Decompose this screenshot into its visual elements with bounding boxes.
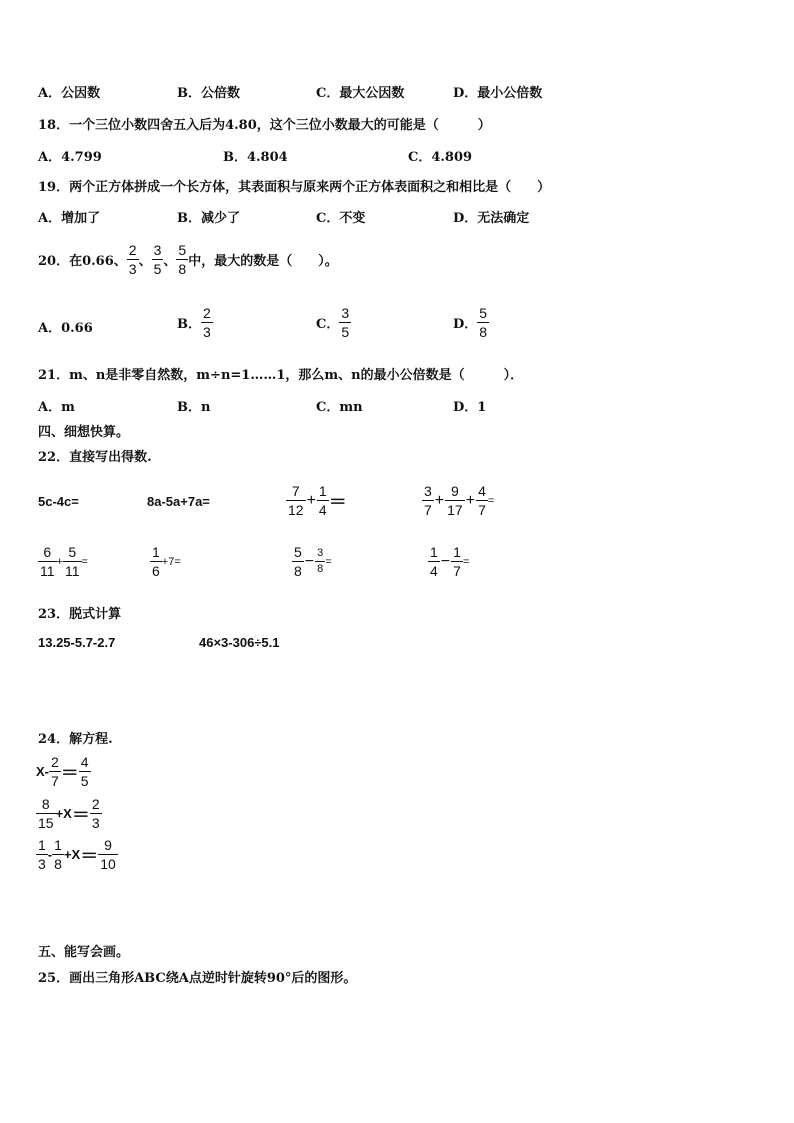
fraction: $\frac{1}{4}$ [430, 544, 438, 579]
q21-option-c: C．mn [316, 400, 363, 415]
q22-expr-8: $\frac{1}{4}$ − $\frac{1}{7}$ = [430, 544, 470, 579]
q20-option-d: D． $\frac{5}{8}$ [453, 305, 488, 340]
q22-expr-7: $\frac{5}{8}$ − $\frac{3}{8}$ = [294, 544, 332, 579]
q24-equation-1: X- $\frac{2}{7}$ ＝ $\frac{4}{5}$ [36, 754, 89, 789]
q20-option-c: C． $\frac{3}{5}$ [316, 305, 350, 340]
q19-option-b: B．减少了 [177, 211, 240, 226]
q20-suffix: 中，最大的数是（ ）。 [188, 254, 338, 269]
q22-expr-5: $\frac{6}{11}$ + $\frac{5}{11}$ = [40, 544, 88, 579]
q17-option-a: A．公因数 [38, 86, 101, 101]
q21-option-b: B．n [177, 400, 211, 415]
fraction: $\frac{2}{3}$ [91, 796, 100, 831]
q20-question [38, 243, 338, 276]
fraction: $\frac{4}{5}$ [80, 754, 89, 789]
q21-option-d: D．1 [453, 400, 487, 415]
fraction: $\frac{9}{10}$ [100, 837, 116, 872]
fraction: $\frac{2}{3}$ [203, 305, 211, 340]
q18-option-b: B．4.804 [223, 150, 288, 165]
q20-fraction-3-5: $\frac{3}{5}$ [153, 242, 162, 277]
fraction: $\frac{8}{15}$ [38, 796, 54, 831]
q20-option-b: B． $\frac{2}{3}$ [177, 305, 211, 340]
q20-prefix: 20．在0.66、 [38, 254, 127, 269]
q22-expr-4: $\frac{3}{7}$ + $\frac{9}{17}$ + $\frac{4}{7}$ = [424, 483, 495, 518]
q19-option-d: D．无法确定 [453, 211, 530, 226]
q20-option-a: A．0.66 [38, 321, 93, 336]
fraction: $\frac{3}{5}$ [341, 305, 350, 340]
section-5-heading: 五、能写会画。 [38, 945, 130, 960]
q22-expr-6: $\frac{1}{6}$ +7= [152, 544, 181, 579]
fraction: $\frac{5}{8}$ [294, 544, 302, 579]
q17-option-b: B．公倍数 [177, 86, 240, 101]
section-4-heading: 四、细想快算。 [38, 425, 130, 440]
fraction: $\frac{6}{11}$ [40, 544, 55, 579]
q18-question: 18．一个三位小数四舍五入后为4.80，这个三位小数最大的可能是（ ） [38, 118, 491, 133]
fraction: $\frac{5}{11}$ [64, 544, 80, 579]
q22-expr-1: 5c-4c= [38, 494, 79, 509]
q20-sep: 、 [163, 254, 177, 269]
fraction: $\frac{1}{3}$ [38, 837, 46, 872]
fraction: $\frac{2}{7}$ [51, 754, 59, 789]
q23-expr-1: 13.25-5.7-2.7 [38, 635, 116, 650]
q19-option-a: A．增加了 [38, 211, 101, 226]
q22-expr-3: $\frac{7}{12}$ + $\frac{1}{4}$ ＝ [288, 483, 347, 518]
q24-title: 24．解方程. [38, 732, 113, 747]
fraction: $\frac{1}{6}$ [152, 544, 160, 579]
q21-option-a: A．m [38, 400, 75, 415]
fraction: $\frac{1}{7}$ [453, 544, 461, 579]
fraction: $\frac{4}{7}$ [478, 483, 486, 518]
fraction: $\frac{9}{17}$ [447, 483, 463, 518]
fraction: $\frac{3}{7}$ [424, 483, 432, 518]
q19-option-c: C．不变 [316, 211, 366, 226]
q23-title: 23．脱式计算 [38, 607, 122, 622]
q17-option-c: C．最大公因数 [316, 86, 405, 101]
q24-equation-3: $\frac{1}{3}$ - $\frac{1}{8}$ +X ＝ $\frac{9}{10}$ [38, 837, 116, 872]
q24-equation-2: $\frac{8}{15}$ +X ＝ $\frac{2}{3}$ [38, 796, 100, 831]
fraction: $\frac{1}{8}$ [54, 837, 62, 872]
q20-fraction-2-3: $\frac{2}{3}$ [128, 242, 137, 277]
q23-expr-2: 46×3-306÷5.1 [199, 635, 280, 650]
q19-question: 19．两个正方体拼成一个长方体，其表面积与原来两个正方体表面积之和相比是（ ） [38, 180, 551, 195]
fraction: $\frac{7}{12}$ [288, 483, 304, 518]
q25-question: 25．画出三角形ABC绕A点逆时针旋转90°后的图形。 [38, 971, 357, 986]
q21-question: 21．m、n是非零自然数，m÷n=1……1，那么m、n的最小公倍数是（ ）． [38, 368, 524, 383]
q18-option-c: C．4.809 [408, 150, 473, 165]
q22-title: 22．直接写出得数. [38, 450, 152, 465]
q18-option-a: A．4.799 [38, 150, 102, 165]
q22-expr-2: 8a-5a+7a= [147, 494, 210, 509]
fraction: $\frac{3}{8}$ [317, 547, 324, 575]
q20-fraction-5-8: $\frac{5}{8}$ [178, 242, 187, 277]
q17-option-d: D．最小公倍数 [453, 86, 543, 101]
fraction: $\frac{1}{4}$ [318, 483, 327, 518]
q20-sep: 、 [138, 254, 152, 269]
fraction: $\frac{5}{8}$ [479, 305, 488, 340]
